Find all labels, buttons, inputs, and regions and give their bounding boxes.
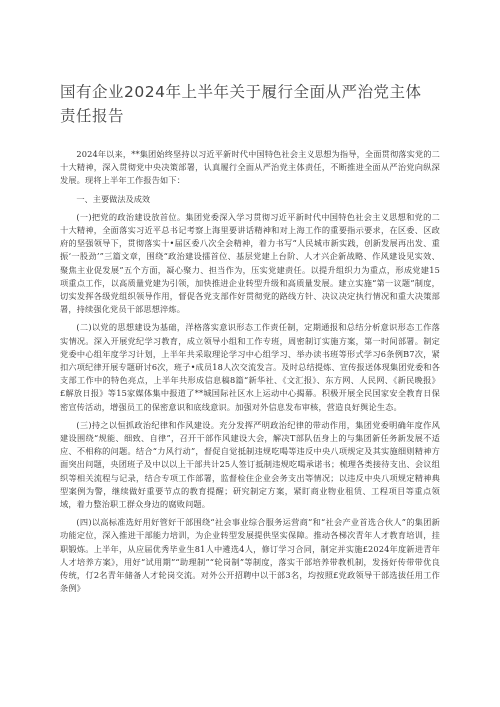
intro-paragraph: 2024年以来，**集团始终坚持以习近平新时代中国特色社会主义思想为指导，全面贯彻落实党的二十大精神，深入贯彻党中央决策部署，认真履行全面从严治党主体责任，不断推进全面从严治党向纵深发展。现将上半年工作报告如下：: [60, 149, 440, 186]
title-line-1: 国有企业2024年上半年关于履行全面从严治党主体: [60, 83, 422, 101]
paragraph-ideological-building: (二)以党的思想建设为基础，洋格落实意识形态工作责任制，定期通报和总结分析意识形态工作落实情况。深入开展党纪学习教育，成立领导小组和工作专班，周密制订实施方案，第一时间部署。制定党委中心组年度学习计划，上半年共采取理论学习中心组学习、举办读书班等形式学习6条例B7次，紧扣六项纪律开展专题研讨6次，班子•成员18人次交流发言。及时总结提炼、宣传报送体现集团党委和各支部工作中的特色亮点，上半年共形成信息稿8篇“新华社、《文汇报》、东方网、人民网、《新民晚报》£解放日报》等15家媒体集中报道了**城国际社区水上运动中心揭幕。积极开展全民国家安全教育日保密宣传活动，增强员工的保密意识和底线意识。加强对外信息发布审核，营造良好舆论生态。: [60, 322, 440, 412]
paragraph-cadre-management: (四)以高标准选好用好管好干部围绕“社会事业综合服务运营商”和“社会产业首选合伙人”的集团新功能定位，深入推进干部能力培训，为企业转型发展提供坚实保障。推动各梯次青年人才教育培训，挂职锻炼。上半年，从应届优秀毕业生81人中遴选4人，修订学习合同，制定并实施£2024年度新进青年人才培养方案》，用好“试用期”“助理制”“轮岗制”等制度，落实干部培养带教机制，发扬好传带带优良传统，仃2名青年储备人才轮岗交流。对外公开招聘中以干部3名，均按照£党政领导干部选拔任用工作条例》: [60, 517, 440, 594]
title-spacer: [60, 128, 440, 148]
paragraph-political-building: (一)把党的政治建设放首位。集团党委深入学习贯彻习近平新时代中国特色社会主义思想和党的二十大精神，全面落实习近平总书记考察上海里要讲话精神和对上海工作的重要指示要求，在区委、区政府的坚强领导下，贯彻落实十•届区委八次全会精神，着力书写“人民城市新实践，创新发展再出发、重振‘一股劲’”三篇文章，围绕“政治建设擂首位、基层党建上台阶、人才兴企新战略、作风建设见实效、聚焦主业促发展”五个方面，凝心聚力、担当作为，压实党建责任。以提升组织力为重点，形成党建15项重点工作，以高质量党建为引领，加快推进企业转型升级和高质量发展。建立实施“第一议题”制度，切实发挥各级党组织领导作用，督促各党支部作好贯彻党的路线方针、决议决定执行情况和重大决策部署，持续强化党员干部思想淬炼。: [60, 211, 440, 315]
section-heading: 一、主要做法及成效: [76, 193, 151, 204]
document-title: [60, 80, 440, 128]
paragraph-discipline-style: (三)持之以恒抓政治纪律和作风建设。充分发挥严明政治纪律的带动作用，集团党委明确年度作风建设围绕“规能、细致、自律”，召开干部作风建设大会，解决T部队伍身上的与集团新任务新发展不适应、不相称的问题。结合“力风行动”，督促自觉抵制违规吃喝等违反中央八项规定及其实施细则精神方面突出问题，央团班子及中以以上干部共计25人签订抵制违规吃喝承诺书；梳理各类接待支出、会议组织等相关流程与记录，结合专项工作部署，监督检住企业会务支出等情况；以违反中央八项规定精神典型案例为警，继续做好重要节点的教育提醒；研究制定方案，紧盯商业物业租赁、工程项目等重点领域，着力整治职工群众身边的腐败问题。: [60, 419, 440, 510]
title-line-2: 责任报告: [60, 107, 125, 125]
